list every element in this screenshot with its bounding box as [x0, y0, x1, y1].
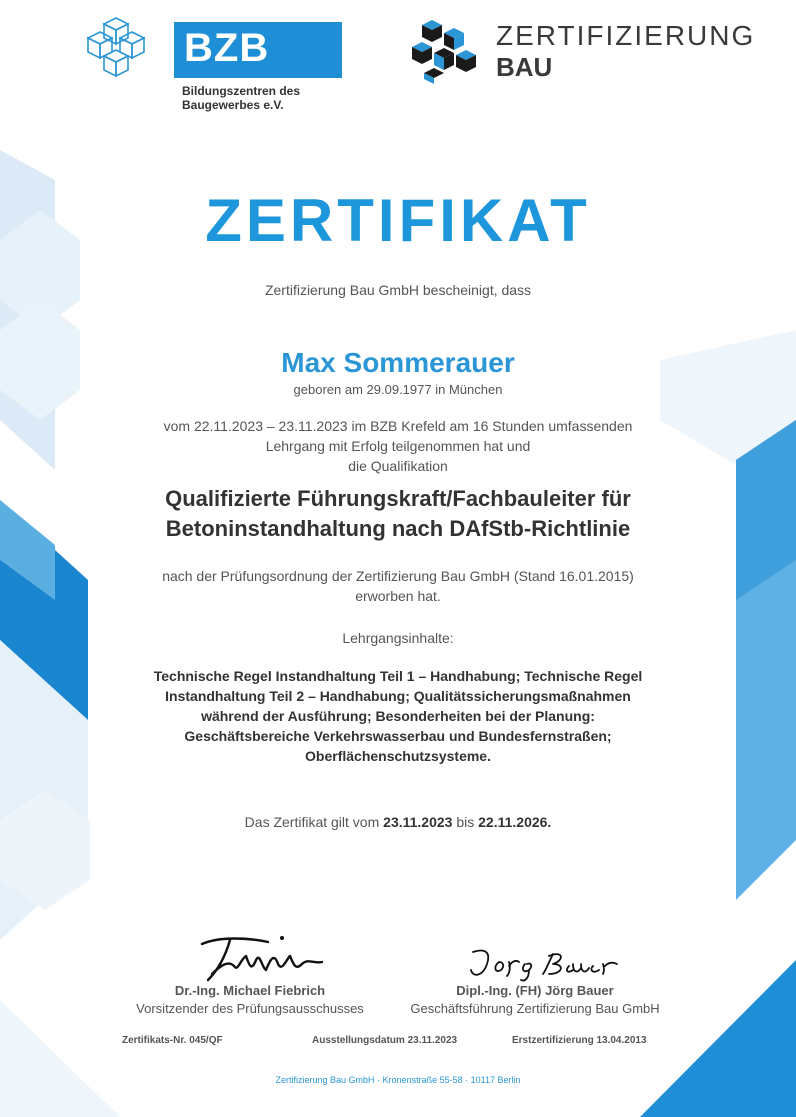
- qualification-title: [0, 484, 796, 544]
- validity-prefix: Das Zertifikat gilt vom: [244, 814, 384, 830]
- contents-line: Geschäftsbereiche Verkehrswasserbau und Bundesfernstraßen;: [184, 728, 612, 744]
- bg-left-bottom-corner: [0, 1000, 120, 1117]
- certificate-title: ZERTIFIKAT: [205, 187, 591, 254]
- zertifizierung-bau-cube-logo-icon: [410, 18, 480, 84]
- bzb-subtitle-line1: Bildungszentren des: [182, 84, 301, 98]
- right-signer-role: Geschäftsführung Zertifizierung Bau GmbH: [410, 1001, 660, 1016]
- exam-paragraph: [0, 566, 796, 606]
- certificate-number: Zertifikats-Nr. 045/QF: [122, 1035, 223, 1046]
- contents-list: [0, 666, 796, 766]
- first-certification-date: Erstzertifizierung 13.04.2013: [512, 1035, 647, 1046]
- intro-text: Zertifizierung Bau GmbH bescheinigt, dass: [264, 282, 532, 298]
- right-signer-name: Dipl.-Ing. (FH) Jörg Bauer: [456, 983, 614, 998]
- contents-line: Instandhaltung Teil 2 – Handhabung; Qualitätssicherungsmaßnahmen: [165, 688, 631, 704]
- zertifizierung-logo-line1: ZERTIFIZIERUNG: [496, 20, 756, 51]
- qualification-line: Betoninstandhaltung nach DAfStb-Richtlinie: [165, 516, 631, 541]
- exam-line: nach der Prüfungsordnung der Zertifizierung Bau GmbH (Stand 16.01.2015): [162, 568, 634, 584]
- contents-label: Lehrgangsinhalte:: [342, 630, 454, 646]
- course-line: die Qualifikation: [348, 458, 448, 474]
- course-line: vom 22.11.2023 – 23.11.2023 im BZB Krefeld am 16 Stunden umfassenden: [163, 418, 633, 434]
- issue-date: Ausstellungsdatum 23.11.2023: [312, 1035, 458, 1046]
- contents-line: während der Ausführung; Besonderheiten bei der Planung:: [201, 708, 595, 724]
- bzb-subtitle-line2: Baugewerbes e.V.: [182, 98, 284, 112]
- bzb-cube-logo-icon: [78, 14, 154, 84]
- left-signer-role: Vorsitzender des Prüfungsausschusses: [136, 1001, 364, 1016]
- bzb-logo-text: BZB: [184, 26, 270, 70]
- course-paragraph: [0, 416, 796, 476]
- validity-middle: bis: [452, 814, 479, 830]
- recipient-name: Max Sommerauer: [281, 347, 515, 378]
- zertifizierung-logo-line2: BAU: [496, 52, 553, 82]
- validity-to-date: 22.11.2026.: [478, 814, 552, 830]
- recipient-birth: geboren am 29.09.1977 in München: [293, 382, 503, 397]
- contents-line: Technische Regel Instandhaltung Teil 1 – Handhabung; Technische Regel: [153, 668, 643, 684]
- course-line: Lehrgang mit Erfolg teilgenommen hat und: [265, 438, 531, 454]
- contents-line: Oberflächenschutzsysteme.: [305, 748, 491, 764]
- validity-text: [0, 814, 796, 830]
- validity-from-date: 23.11.2023: [383, 814, 453, 830]
- left-signer-name: Dr.-Ing. Michael Fiebrich: [174, 983, 326, 998]
- right-handwritten-signature: [465, 944, 635, 984]
- left-handwritten-signature: [190, 930, 340, 986]
- exam-line: erworben hat.: [355, 588, 441, 604]
- qualification-line: Qualifizierte Führungskraft/Fachbauleiter für: [165, 486, 631, 511]
- footer-address: Zertifizierung Bau GmbH · Kronenstraße 55-58 · 10117 Berlin: [275, 1075, 521, 1085]
